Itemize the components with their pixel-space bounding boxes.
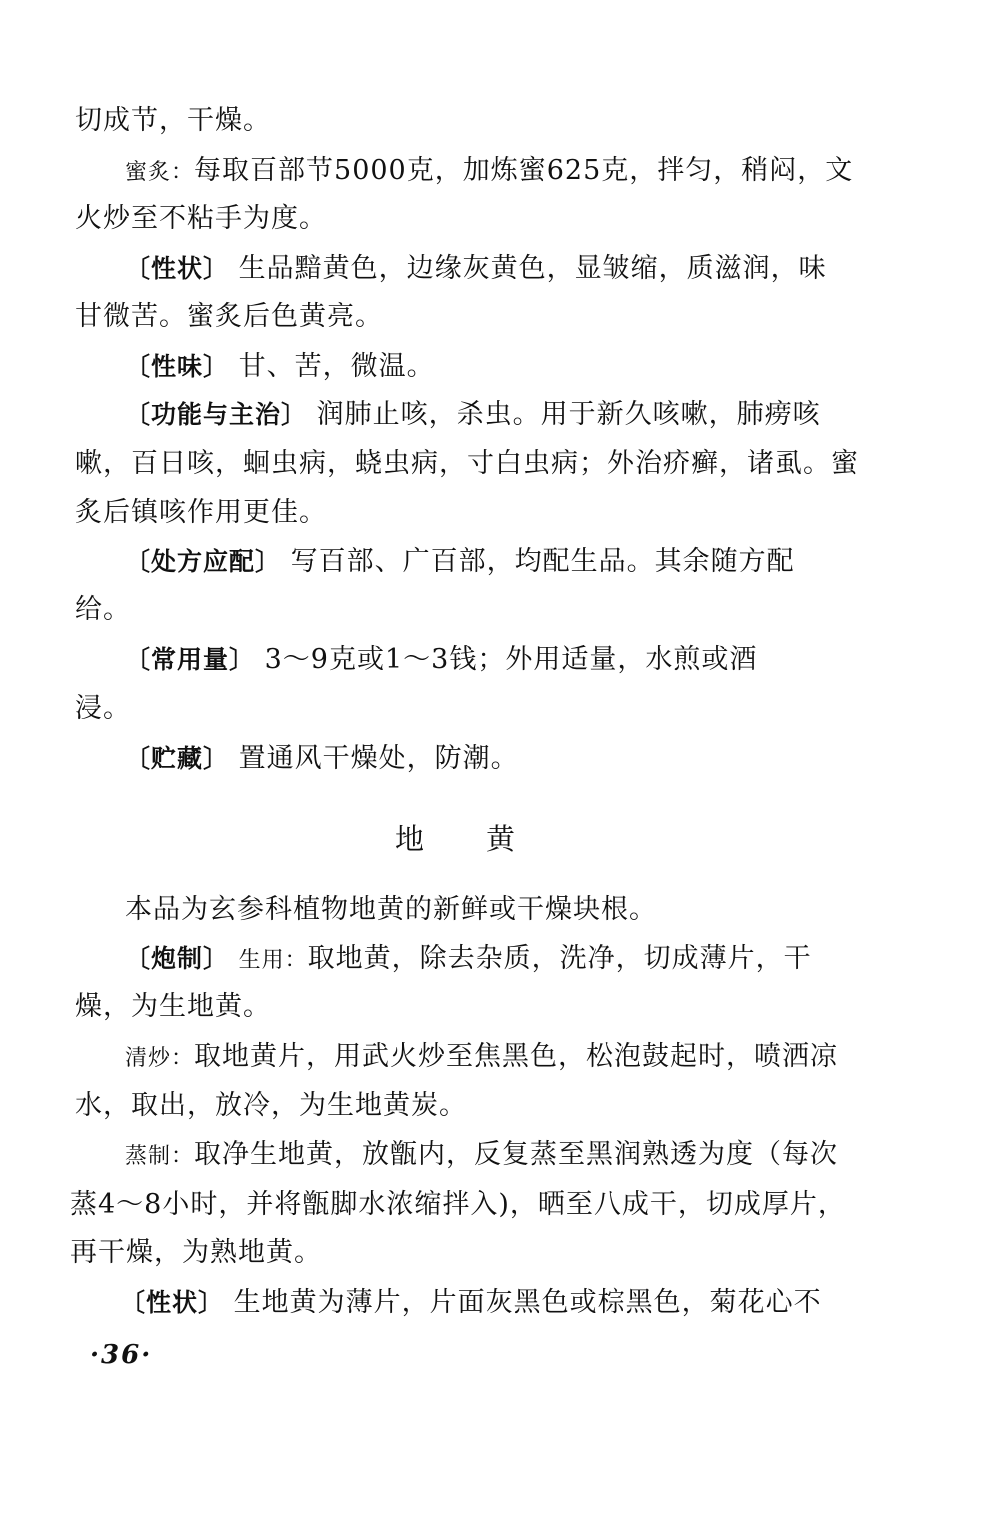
line-text: 嗽，百日咳，蛔虫病，蛲虫病，寸白虫病；外治疥癣，诸虱。蜜 — [75, 448, 859, 479]
page-number: ·36· — [90, 1340, 153, 1370]
text-line — [125, 398, 992, 432]
text-line — [125, 545, 992, 579]
line-text: 每取百部节5000克，加炼蜜625克，拌匀，稍闷，文 — [194, 155, 854, 186]
line-text: 蒸4～8小时，并将甑脚水浓缩拌入)，晒至八成干，切成厚片， — [70, 1189, 846, 1220]
line-text: 给。 — [75, 594, 131, 625]
line-text: 甘、苦，微温。 — [238, 351, 435, 382]
section-label: 〔功能与主治〕 — [125, 400, 308, 429]
line-text: 炙后镇咳作用更佳。 — [75, 497, 327, 528]
line-text: 取净生地黄，放甑内，反复蒸至黑润熟透为度（每次 — [194, 1139, 839, 1170]
line-text: 切成节，干燥。 — [75, 105, 271, 136]
line-head: 清炒： — [125, 1046, 195, 1071]
line-text: 写百部、广百部，均配生品。其余随方配 — [290, 546, 795, 577]
text-line — [75, 202, 992, 236]
line-text: 生地黄为薄片，片面灰黑色或棕黑色，菊花心不 — [233, 1287, 822, 1318]
text-line — [125, 893, 992, 927]
text-line — [125, 154, 992, 190]
text-line — [75, 1089, 992, 1123]
text-line — [125, 643, 992, 677]
text-line — [120, 1286, 992, 1320]
text-line — [75, 990, 992, 1024]
text-line — [125, 942, 992, 978]
section-label: 〔性状〕 — [120, 1288, 225, 1317]
section-label: 〔常用量〕 — [125, 645, 256, 674]
text-line — [125, 252, 992, 286]
line-text: 火炒至不粘手为度。 — [75, 203, 327, 234]
line-text: 水，取出，放冷，为生地黄炭。 — [75, 1090, 467, 1121]
text-line — [75, 104, 992, 138]
line-text: 润肺止咳，杀虫。用于新久咳嗽，肺痨咳 — [316, 399, 821, 430]
text-line — [75, 300, 992, 334]
line-head: 蜜炙： — [125, 160, 195, 185]
text-line — [125, 742, 992, 776]
section-label: 〔贮藏〕 — [125, 744, 230, 773]
section-label: 〔处方应配〕 — [125, 547, 282, 576]
text-line — [75, 496, 992, 530]
section-label: 〔炮制〕 — [125, 944, 230, 973]
line-text: 再干燥，为熟地黄。 — [70, 1237, 322, 1268]
line-head: 生用： — [238, 948, 308, 973]
line-text: 取地黄片，用武火炒至焦黑色，松泡鼓起时，喷洒凉 — [194, 1041, 839, 1072]
section-label: 〔性味〕 — [125, 352, 230, 381]
line-text: 本品为玄参科植物地黄的新鲜或干燥块根。 — [125, 894, 657, 925]
text-line — [125, 1138, 992, 1174]
text-line — [125, 1040, 992, 1076]
line-text: 生品黯黄色，边缘灰黄色，显皱缩，质滋润，味 — [238, 253, 827, 284]
line-text: 甘微苦。蜜炙后色黄亮。 — [75, 301, 383, 332]
text-line — [75, 593, 992, 627]
text-line — [70, 1188, 992, 1222]
section-label: 〔性状〕 — [125, 254, 230, 283]
text-line — [125, 350, 992, 384]
section-title: 地黄 — [395, 822, 578, 856]
line-text: 燥，为生地黄。 — [75, 991, 271, 1022]
text-line — [75, 692, 992, 726]
line-text: 浸。 — [75, 693, 131, 724]
line-text: 取地黄，除去杂质，洗净，切成薄片，干 — [307, 943, 812, 974]
line-text: 3～9克或1～3钱；外用适量，水煎或酒 — [264, 644, 758, 675]
line-head: 蒸制： — [125, 1144, 195, 1169]
line-text: 置通风干燥处，防潮。 — [238, 743, 519, 774]
text-line — [75, 447, 992, 481]
text-line — [70, 1236, 992, 1270]
